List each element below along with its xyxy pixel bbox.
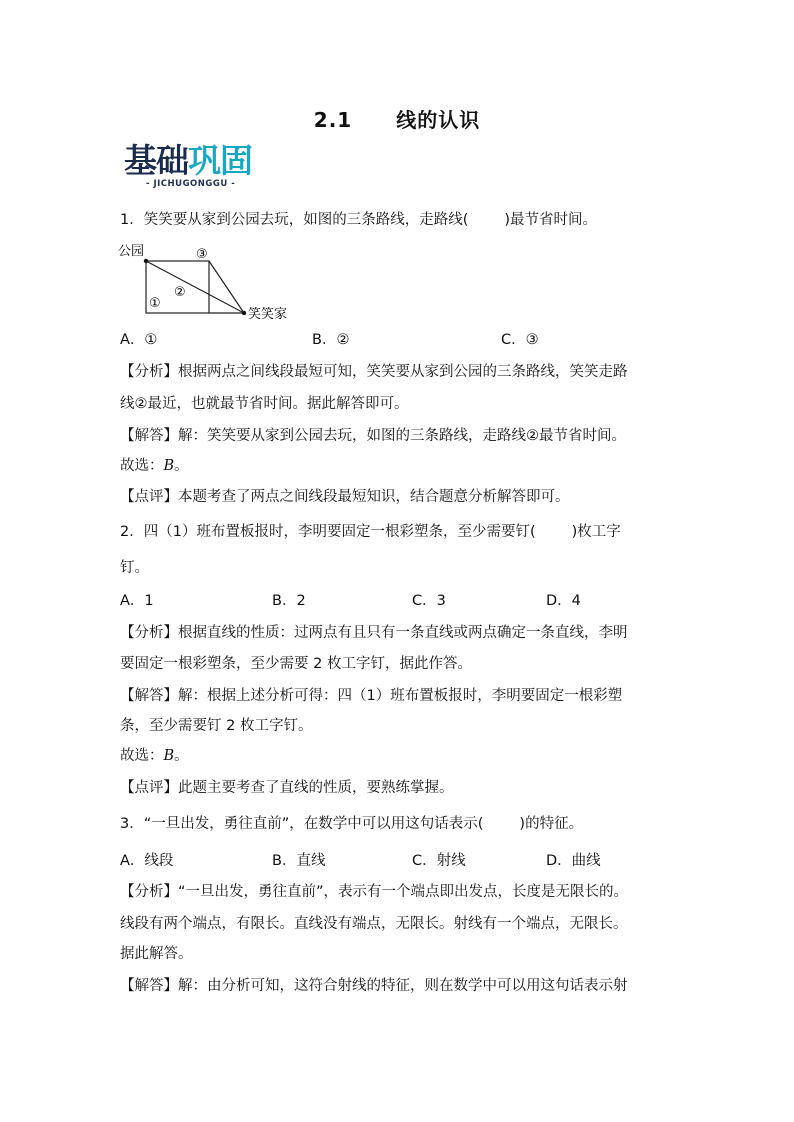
q2-option-d: D．4	[546, 593, 581, 609]
q3-option-d: D．曲线	[546, 853, 601, 869]
banner-heading	[124, 142, 252, 180]
home-label: 笑笑家	[248, 307, 288, 322]
q1-stem: 1．笑笑要从家到公园去玩，如图的三条路线，走路线( )最节省时间。	[120, 212, 598, 228]
section-banner-logo	[124, 142, 264, 192]
q2-option-c: C．3	[412, 593, 446, 609]
banner-heading-part2: 巩固	[188, 141, 252, 180]
q2-choice-letter: B	[163, 748, 175, 764]
q3-stem: 3．“一旦出发，勇往直前”，在数学中可以用这句话表示( )的特征。	[120, 816, 584, 832]
banner-subtitle: - JICHUGONGGU -	[146, 179, 236, 189]
route-3-label: ③	[196, 247, 208, 262]
q2-stem-line2: 钉。	[120, 560, 149, 576]
q1-comment: 【点评】本题考查了两点之间线段最短知识，结合题意分析解答即可。	[120, 489, 570, 505]
q3-option-b: B．直线	[272, 853, 326, 869]
section-title: 线的认识	[396, 108, 481, 132]
q3-analysis-line3: 据此解答。	[120, 946, 193, 962]
home-point	[242, 311, 246, 315]
route-3-slant	[209, 261, 244, 313]
q1-choice: 故选：B。	[120, 458, 189, 474]
banner-heading-part1: 基础	[124, 141, 188, 180]
q1-option-c: C．③	[501, 332, 539, 348]
q2-option-b: B．2	[272, 593, 306, 609]
q3-option-c: C．射线	[412, 853, 466, 869]
q1-solution-line1: 【解答】解：笑笑要从家到公园去玩，如图的三条路线，走路线②最节省时间。	[120, 428, 626, 444]
q2-choice: 故选：B。	[120, 748, 189, 764]
q2-solution-line2: 条，至少需要钉 2 枚工字钉。	[120, 718, 313, 734]
route-1-label: ①	[149, 296, 161, 311]
q3-solution-line1: 【解答】解：由分析可知，这符合射线的特征，则在数学中可以用这句话表示射	[120, 978, 628, 994]
q1-option-a: A．①	[120, 332, 158, 348]
q3-analysis-line2: 线段有两个端点，有限长。直线没有端点，无限长。射线有一个端点，无限长。	[120, 916, 628, 932]
park-label: 公园	[118, 244, 145, 259]
section-number: 2.1	[313, 108, 353, 132]
route-2-label: ②	[174, 285, 186, 300]
q1-analysis-line1: 【分析】根据两点之间线段最短可知，笑笑要从家到公园的三条路线，笑笑走路	[120, 364, 628, 380]
q2-stem-line1: 2．四（1）班布置板报时，李明要固定一根彩塑条，至少需要钉( )枚工字	[120, 524, 621, 540]
page-title	[0, 104, 794, 133]
q1-choice-letter: B	[163, 458, 175, 474]
q2-comment: 【点评】此题主要考查了直线的性质，要熟练掌握。	[120, 780, 454, 796]
q2-analysis-line2: 要固定一根彩塑条，至少需要 2 枚工字钉，据此作答。	[120, 656, 472, 672]
park-point	[144, 259, 148, 263]
route-diagram	[118, 240, 308, 330]
q3-analysis-line1: 【分析】“一旦出发，勇往直前”，表示有一个端点即出发点，长度是无限长的。	[120, 884, 629, 900]
q1-option-b: B．②	[312, 332, 350, 348]
q2-option-a: A．1	[120, 593, 154, 609]
route-2-diagonal	[146, 261, 244, 313]
q3-option-a: A．线段	[120, 853, 174, 869]
q1-analysis-line2: 线②最近，也就最节省时间。据此解答即可。	[120, 396, 409, 412]
q2-analysis-line1: 【分析】根据直线的性质：过两点有且只有一条直线或两点确定一条直线，李明	[120, 625, 628, 641]
q2-solution-line1: 【解答】解：根据上述分析可得：四（1）班布置板报时，李明要固定一根彩塑	[120, 688, 623, 704]
